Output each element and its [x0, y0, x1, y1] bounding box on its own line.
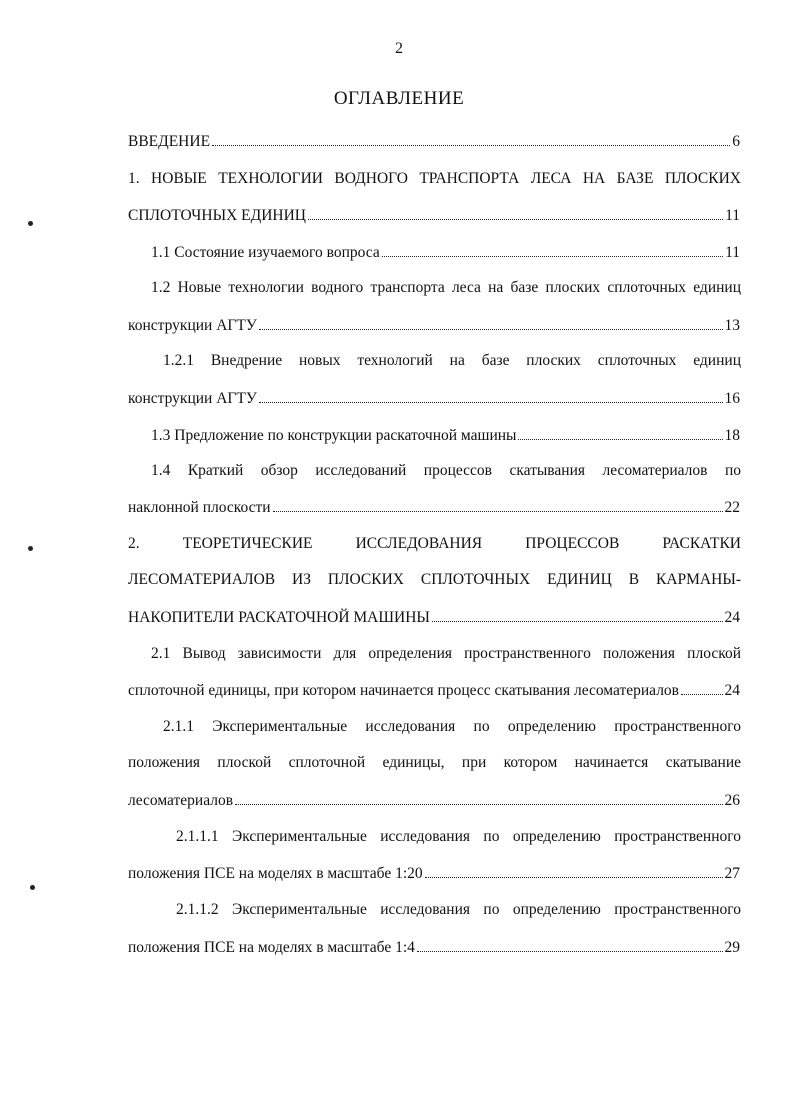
toc-entry-1-2-line1: 1.2 Новые технологии водного транспорта леса на базе плоских сплоточных единиц — [151, 279, 741, 296]
dot-leader — [212, 131, 730, 146]
toc-entry-1-2-1-line1: 1.2.1 Внедрение новых технологий на базе плоских сплоточных единиц — [163, 352, 741, 369]
dot-leader — [382, 242, 723, 257]
toc-page-number: 29 — [724, 939, 740, 956]
toc-page-number: 11 — [725, 244, 740, 261]
toc-entry-2-1-1-2-line1: 2.1.1.2 Экспериментальные исследования по определению пространственного — [176, 901, 741, 918]
toc-entry-1-2-1-line2 — [128, 388, 740, 408]
toc-entry-2-1-line1: 2.1 Вывод зависимости для определения пространственного положения плоской — [151, 645, 741, 662]
toc-entry-ch2-line2: ЛЕСОМАТЕРИАЛОВ ИЗ ПЛОСКИХ СПЛОТОЧНЫХ ЕДИНИЦ В КАРМАНЫ- — [128, 571, 741, 588]
dot-leader — [432, 607, 723, 622]
toc-page-number: 11 — [725, 207, 740, 224]
toc-page-number: 24 — [724, 609, 740, 626]
toc-entry-2-1-1-2-line2 — [128, 937, 740, 957]
page-number: 2 — [395, 40, 403, 57]
toc-entry-text: 1.3 Предложение по конструкции раскаточной машины — [151, 427, 517, 444]
toc-entry-text: лесоматериалов — [128, 792, 234, 809]
toc-entry-1-3 — [151, 425, 740, 445]
toc-entry-text: наклонной плоскости — [128, 499, 271, 516]
dot-leader — [308, 205, 723, 220]
toc-entry-text: положения ПСЕ на моделях в масштабе 1:4 — [128, 939, 415, 956]
toc-page-number: 27 — [724, 865, 740, 882]
toc-page-number: 6 — [732, 133, 740, 150]
toc-page-number: 18 — [724, 427, 740, 444]
toc-entry-2-1-1-1-line1: 2.1.1.1 Экспериментальные исследования по определению пространственного — [176, 828, 741, 845]
dot-leader — [518, 425, 722, 440]
toc-entry-text: положения ПСЕ на моделях в масштабе 1:20 — [128, 865, 423, 882]
toc-entry-ch2-line1: 2. ТЕОРЕТИЧЕСКИЕ ИССЛЕДОВАНИЯ ПРОЦЕССОВ РАСКАТКИ — [128, 535, 741, 552]
toc-entry-text: СПЛОТОЧНЫХ ЕДИНИЦ — [128, 207, 306, 224]
dot-leader — [259, 388, 723, 403]
toc-entry-2-1-1-line3 — [128, 790, 740, 810]
toc-page-number: 24 — [724, 682, 740, 699]
dot-leader — [259, 315, 723, 330]
toc-page-number: 16 — [724, 390, 740, 407]
toc-entry-ch2-line3 — [128, 607, 740, 627]
toc-entry-text: сплоточной единицы, при котором начинается процесс скатывания лесоматериалов — [128, 682, 679, 699]
toc-entry-2-1-line2 — [128, 680, 740, 700]
toc-entry-1-4-line1: 1.4 Краткий обзор исследований процессов скатывания лесоматериалов по — [151, 462, 741, 479]
toc-entry-text: конструкции АГТУ — [128, 390, 257, 407]
toc-entry-text: ВВЕДЕНИЕ — [128, 133, 211, 150]
toc-entry-2-1-1-line1: 2.1.1 Экспериментальные исследования по определению пространственного — [163, 718, 741, 735]
toc-entry-intro — [128, 131, 740, 151]
dot-leader — [273, 497, 723, 512]
dot-leader — [235, 790, 722, 805]
toc-entry-1-1 — [151, 242, 740, 262]
toc-page-number: 26 — [724, 792, 740, 809]
dot-leader — [417, 937, 723, 952]
toc-entry-text: конструкции АГТУ — [128, 317, 257, 334]
toc-entry-ch1-line2 — [128, 205, 740, 225]
toc-entry-1-4-line2 — [128, 497, 740, 517]
toc-entry-text: 1.1 Состояние изучаемого вопроса — [151, 244, 380, 261]
toc-entry-ch1-line1: 1. НОВЫЕ ТЕХНОЛОГИИ ВОДНОГО ТРАНСПОРТА ЛЕСА НА БАЗЕ ПЛОСКИХ — [128, 170, 741, 187]
toc-entry-2-1-1-line2: положения плоской сплоточной единицы, при котором начинается скатывание — [128, 754, 741, 771]
dot-leader — [681, 680, 723, 695]
toc-page-number: 22 — [724, 499, 740, 516]
toc-entry-1-2-line2 — [128, 315, 740, 335]
toc-entry-2-1-1-1-line2 — [128, 863, 740, 883]
page-title: ОГЛАВЛЕНИЕ — [333, 88, 465, 109]
toc-page-number: 13 — [724, 317, 740, 334]
toc-entry-text: НАКОПИТЕЛИ РАСКАТОЧНОЙ МАШИНЫ — [128, 609, 430, 626]
dot-leader — [425, 863, 723, 878]
